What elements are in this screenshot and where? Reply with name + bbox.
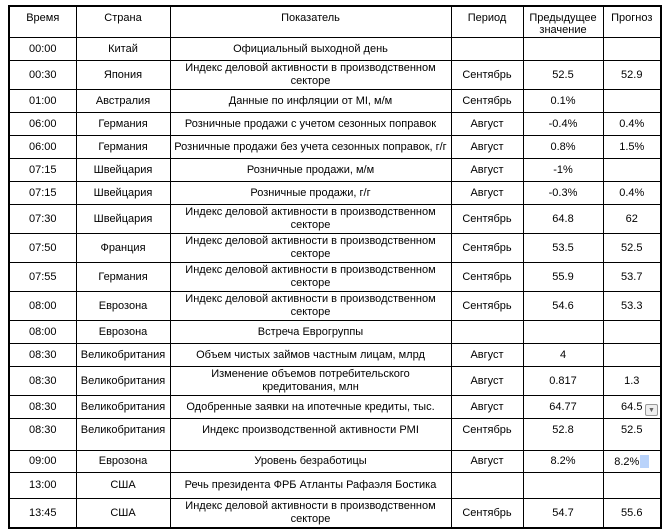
cell-text: -0.4% [548, 117, 578, 130]
cell-time [9, 159, 76, 182]
table-row [9, 159, 661, 182]
cell-indicator [170, 367, 451, 396]
cell-text: 0.4% [619, 186, 645, 199]
cell-previous [523, 38, 603, 61]
cell-time [9, 234, 76, 263]
cell-text: 1.3 [624, 374, 640, 387]
cell-text: 53.5 [552, 241, 574, 254]
cell-text: Сентябрь [462, 68, 512, 81]
cell-text: Август [470, 348, 504, 361]
cell-text: 00:30 [28, 68, 57, 81]
table-row [9, 113, 661, 136]
cell-text: Сентябрь [462, 241, 512, 254]
table-row [9, 419, 661, 451]
cell-text: 06:00 [28, 117, 57, 130]
table-row [9, 344, 661, 367]
cell-text: США [110, 506, 136, 519]
cell-previous [523, 159, 603, 182]
cell-dropdown-button[interactable] [645, 404, 658, 416]
cell-period [451, 396, 523, 419]
table-header-cell-previous: Предыдущее значение [523, 6, 603, 38]
cell-indicator [170, 113, 451, 136]
cell-text: 54.7 [552, 506, 574, 519]
cell-text: Сентябрь [462, 270, 512, 283]
cell-period [451, 499, 523, 529]
cell-text: Сентябрь [462, 299, 512, 312]
cell-previous [523, 113, 603, 136]
cell-text: 07:50 [28, 241, 57, 254]
cell-forecast [603, 451, 661, 473]
cell-text: Япония [103, 68, 143, 81]
cell-text: Индекс деловой активности в производственном секторе [185, 206, 436, 231]
cell-period [451, 136, 523, 159]
cell-text: Германия [98, 140, 148, 153]
table-header-cell-period: Период [451, 6, 523, 38]
table-row [9, 473, 661, 499]
cell-text: 52.8 [552, 424, 574, 436]
cell-text: 0.817 [549, 374, 577, 387]
cell-text: 8.2% [550, 455, 576, 467]
cell-time [9, 396, 76, 419]
table-row [9, 292, 661, 321]
cell-text: 0.1% [550, 94, 576, 107]
cell-period [451, 234, 523, 263]
chevron-down-icon: ▼ [648, 406, 655, 414]
cell-text: 52.5 [621, 241, 643, 254]
cell-period [451, 367, 523, 396]
cell-period [451, 205, 523, 234]
cell-indicator [170, 136, 451, 159]
cell-indicator [170, 473, 451, 499]
cell-previous [523, 419, 603, 451]
cell-indicator [170, 396, 451, 419]
table-header-cell-forecast: Прогноз [603, 6, 661, 38]
cell-time [9, 292, 76, 321]
table-header-cell-country: Страна [76, 6, 170, 38]
cell-previous [523, 234, 603, 263]
cell-text: 1.5% [619, 140, 645, 153]
cell-previous [523, 90, 603, 113]
cell-previous [523, 451, 603, 473]
cell-forecast [603, 90, 661, 113]
cell-text: Сентябрь [462, 424, 512, 436]
cell-text: Розничные продажи с учетом сезонных поправок [184, 117, 437, 130]
cell-period [451, 159, 523, 182]
cell-country [76, 205, 170, 234]
cell-country [76, 61, 170, 90]
cell-indicator [170, 499, 451, 529]
table-row [9, 451, 661, 473]
cell-time [9, 263, 76, 292]
cell-text: 52.5 [621, 424, 643, 436]
cell-text: 0.8% [550, 140, 576, 153]
cell-text: 07:55 [28, 270, 57, 283]
cell-text: -1% [553, 163, 573, 176]
cell-time [9, 473, 76, 499]
cell-time [9, 344, 76, 367]
cell-text: 64.5 [621, 400, 643, 413]
cell-forecast [603, 113, 661, 136]
cell-country [76, 136, 170, 159]
cell-text: 0.4% [619, 117, 645, 130]
cell-text: 64.77 [549, 400, 577, 413]
cell-text: Еврозона [98, 299, 148, 312]
cell-text: 62 [625, 212, 638, 225]
cell-forecast [603, 38, 661, 61]
cell-forecast [603, 136, 661, 159]
cell-forecast [603, 61, 661, 90]
table-row [9, 499, 661, 529]
table-row [9, 38, 661, 61]
cell-text: Индекс деловой активности в производственном секторе [185, 293, 436, 318]
cell-text: 55.6 [621, 506, 643, 519]
cell-text: Изменение объемов потребительского кредитования, млн [211, 368, 410, 393]
cell-time [9, 451, 76, 473]
cell-text: Розничные продажи, г/г [250, 186, 371, 199]
cell-period [451, 182, 523, 205]
cell-previous [523, 321, 603, 344]
cell-text: 08:00 [28, 325, 57, 338]
table-header-cell-indicator: Показатель [170, 6, 451, 38]
cell-period [451, 419, 523, 451]
cell-previous [523, 136, 603, 159]
cell-time [9, 419, 76, 451]
cell-forecast [603, 321, 661, 344]
cell-text: 08:30 [28, 400, 57, 413]
table-row [9, 396, 661, 419]
cell-text: Великобритания [80, 400, 166, 413]
table-row [9, 61, 661, 90]
cell-text: Еврозона [98, 455, 148, 467]
cell-indicator [170, 292, 451, 321]
cell-text: Швейцария [93, 186, 153, 199]
table-row [9, 367, 661, 396]
table-row [9, 90, 661, 113]
cell-text: 08:30 [28, 374, 57, 387]
table-header-cell-time: Время [9, 6, 76, 38]
cell-indicator [170, 344, 451, 367]
cell-period [451, 90, 523, 113]
cell-text: Официальный выходной день [233, 42, 388, 55]
cell-indicator [170, 419, 451, 451]
cell-country [76, 182, 170, 205]
cell-text: -0.3% [548, 186, 578, 199]
cell-text: Франция [100, 241, 146, 254]
cell-forecast [603, 419, 661, 451]
cell-text: Розничные продажи, м/м [246, 163, 375, 176]
cell-indicator [170, 263, 451, 292]
cell-text: 07:15 [28, 163, 57, 176]
cell-forecast [603, 473, 661, 499]
cell-time [9, 136, 76, 159]
cell-country [76, 367, 170, 396]
cell-country [76, 499, 170, 529]
cell-previous [523, 367, 603, 396]
cell-country [76, 419, 170, 451]
cell-country [76, 38, 170, 61]
cell-text: Данные по инфляции от MI, м/м [228, 94, 393, 107]
cell-text: 53.7 [621, 270, 643, 283]
table-row [9, 234, 661, 263]
cell-text: 08:30 [28, 424, 57, 436]
cell-country [76, 159, 170, 182]
cell-text: Август [470, 455, 504, 467]
cell-text: Розничные продажи без учета сезонных поправок, г/г [174, 140, 447, 153]
cell-text: 01:00 [28, 94, 57, 107]
cell-text: Август [470, 163, 504, 176]
cell-text: 53.3 [621, 299, 643, 312]
cell-country [76, 263, 170, 292]
cell-text: Объем чистых займов частным лицам, млрд [196, 348, 425, 361]
cell-previous [523, 344, 603, 367]
table-header-row [9, 6, 661, 38]
cell-indicator [170, 38, 451, 61]
cell-text: 07:15 [28, 186, 57, 199]
cell-text: 08:30 [28, 348, 57, 361]
cell-text: Еврозона [98, 325, 148, 338]
cell-country [76, 292, 170, 321]
cell-text: Швейцария [93, 212, 153, 225]
cell-text: 4 [559, 348, 567, 361]
cell-forecast [603, 159, 661, 182]
cell-indicator [170, 182, 451, 205]
cell-text: Встреча Еврогруппы [257, 325, 364, 338]
cell-text: Индекс деловой активности в производственном секторе [185, 235, 436, 260]
cell-text: Сентябрь [462, 212, 512, 225]
cell-text: 52.5 [552, 68, 574, 81]
cell-text: Август [470, 374, 504, 387]
cell-country [76, 234, 170, 263]
cell-time [9, 38, 76, 61]
cell-previous [523, 499, 603, 529]
cell-text: 8.2% [614, 455, 640, 468]
cell-time [9, 499, 76, 529]
cell-indicator [170, 234, 451, 263]
cell-time [9, 61, 76, 90]
cell-text: 13:00 [28, 479, 57, 491]
cell-text: 64.8 [552, 212, 574, 225]
cell-text: Одобренные заявки на ипотечные кредиты, тыс. [186, 400, 435, 413]
cell-text: Август [470, 140, 504, 153]
cell-country [76, 344, 170, 367]
cell-country [76, 321, 170, 344]
cell-text: 07:30 [28, 212, 57, 225]
cell-previous [523, 292, 603, 321]
table-row [9, 321, 661, 344]
table-row [9, 182, 661, 205]
cell-forecast [603, 182, 661, 205]
cell-text: 09:00 [28, 455, 57, 467]
cell-forecast [603, 367, 661, 396]
cell-country [76, 113, 170, 136]
cell-text: Великобритания [80, 424, 166, 436]
cell-forecast [603, 205, 661, 234]
cell-period [451, 451, 523, 473]
cell-period [451, 321, 523, 344]
cell-text: 13:45 [28, 506, 57, 519]
cell-indicator [170, 451, 451, 473]
cell-text: 54.6 [552, 299, 574, 312]
text-selection-highlight [640, 455, 649, 468]
cell-period [451, 113, 523, 136]
cell-text: 06:00 [28, 140, 57, 153]
cell-previous [523, 396, 603, 419]
cell-indicator [170, 159, 451, 182]
cell-period [451, 473, 523, 499]
cell-text: Германия [98, 270, 148, 283]
cell-time [9, 90, 76, 113]
cell-text: 00:00 [28, 42, 57, 55]
cell-period [451, 292, 523, 321]
cell-time [9, 205, 76, 234]
cell-previous [523, 182, 603, 205]
cell-text: Великобритания [80, 374, 166, 387]
cell-period [451, 344, 523, 367]
cell-forecast [603, 344, 661, 367]
cell-previous [523, 205, 603, 234]
cell-forecast [603, 234, 661, 263]
cell-text: Индекс деловой активности в производственном секторе [185, 500, 436, 525]
cell-indicator [170, 61, 451, 90]
cell-text: Август [470, 117, 504, 130]
cell-country [76, 451, 170, 473]
cell-text: Сентябрь [462, 506, 512, 519]
cell-previous [523, 473, 603, 499]
table-row [9, 136, 661, 159]
cell-text: Индекс деловой активности в производственном секторе [185, 264, 436, 289]
cell-forecast [603, 263, 661, 292]
cell-text: Германия [98, 117, 148, 130]
cell-previous [523, 61, 603, 90]
cell-country [76, 396, 170, 419]
table-row [9, 263, 661, 292]
cell-text: Август [470, 400, 504, 413]
cell-text: Речь президента ФРБ Атланты Рафаэля Бостика [184, 479, 437, 491]
cell-period [451, 38, 523, 61]
cell-indicator [170, 90, 451, 113]
cell-text: Сентябрь [462, 94, 512, 107]
cell-indicator [170, 321, 451, 344]
cell-country [76, 473, 170, 499]
cell-time [9, 321, 76, 344]
cell-period [451, 263, 523, 292]
cell-text: 52.9 [621, 68, 643, 81]
cell-text: Австралия [95, 94, 151, 107]
economic-calendar-table [8, 5, 662, 529]
table-body [9, 38, 661, 529]
cell-period [451, 61, 523, 90]
cell-indicator [170, 205, 451, 234]
cell-country [76, 90, 170, 113]
cell-time [9, 113, 76, 136]
cell-text: Уровень безработицы [254, 455, 367, 467]
cell-text: 08:00 [28, 299, 57, 312]
cell-time [9, 182, 76, 205]
cell-text: Индекс деловой активности в производственном секторе [185, 62, 436, 87]
cell-forecast [603, 499, 661, 529]
cell-time [9, 367, 76, 396]
cell-text: Китай [108, 42, 138, 55]
cell-text: Великобритания [80, 348, 166, 361]
cell-previous [523, 263, 603, 292]
cell-text: Швейцария [93, 163, 153, 176]
table-header [9, 6, 661, 38]
table-row [9, 205, 661, 234]
cell-text: США [110, 479, 136, 491]
cell-forecast [603, 292, 661, 321]
cell-text: Август [470, 186, 504, 199]
cell-text: 55.9 [552, 270, 574, 283]
cell-text: Индекс производственной активности PMI [202, 424, 419, 436]
